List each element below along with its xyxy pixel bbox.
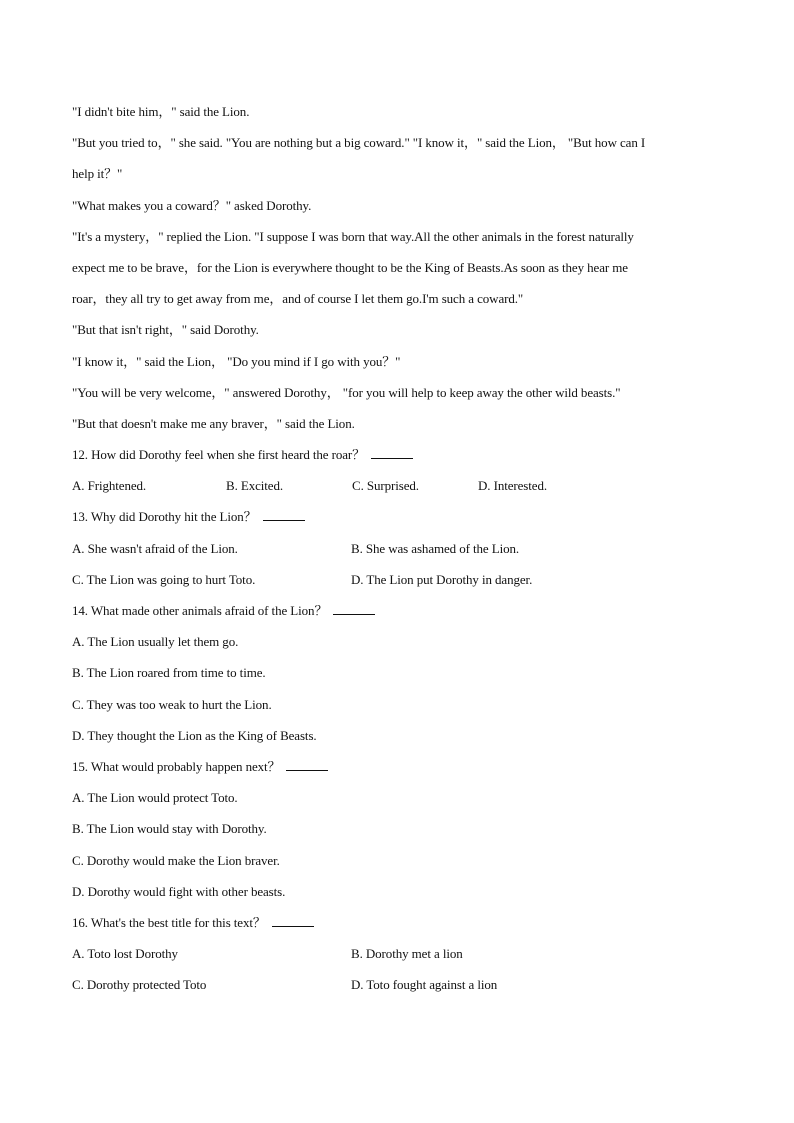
- passage-line: "What makes you a coward？" asked Dorothy.: [72, 197, 312, 213]
- question-14: [72, 601, 722, 757]
- question-16: [72, 913, 722, 1007]
- option-d[interactable]: D. Toto fought against a lion: [351, 977, 498, 993]
- answer-blank-15[interactable]: [286, 758, 328, 771]
- option-b[interactable]: B. The Lion would stay with Dorothy.: [72, 821, 267, 837]
- option-c[interactable]: C. Dorothy protected Toto: [72, 977, 207, 993]
- option-a[interactable]: A. The Lion usually let them go.: [72, 634, 239, 650]
- passage-line: "But that doesn't make me any braver，" said the Lion.: [72, 415, 355, 431]
- passage-line: "I know it，" said the Lion， "Do you mind if I go with you？": [72, 353, 401, 369]
- option-c[interactable]: C. The Lion was going to hurt Toto.: [72, 571, 256, 587]
- reading-passage: [72, 102, 722, 445]
- question-12: [72, 445, 722, 507]
- answer-blank-12[interactable]: [371, 446, 413, 459]
- question-13-stem: 13. Why did Dorothy hit the Lion？: [72, 509, 257, 525]
- option-d[interactable]: D. They thought the Lion as the King of Beasts.: [72, 727, 317, 743]
- answer-blank-13[interactable]: [263, 508, 305, 521]
- option-a[interactable]: A. Toto lost Dorothy: [72, 946, 178, 962]
- option-a[interactable]: A. The Lion would protect Toto.: [72, 790, 238, 806]
- option-b[interactable]: B. Excited.: [226, 478, 284, 494]
- passage-line: expect me to be brave，for the Lion is everywhere thought to be the King of Beasts.As soon as they hear me: [72, 259, 628, 275]
- worksheet-page: [72, 102, 722, 1006]
- option-a[interactable]: A. Frightened.: [72, 478, 147, 494]
- option-d[interactable]: D. The Lion put Dorothy in danger.: [351, 571, 533, 587]
- answer-blank-14[interactable]: [333, 602, 375, 615]
- option-b[interactable]: B. Dorothy met a lion: [351, 946, 463, 962]
- question-15: [72, 757, 722, 913]
- option-c[interactable]: C. Surprised.: [352, 478, 419, 494]
- question-15-stem: 15. What would probably happen next？: [72, 758, 281, 774]
- question-14-stem: 14. What made other animals afraid of the Lion？: [72, 603, 328, 618]
- passage-line: "You will be very welcome，" answered Dorothy， "for you will help to keep away the other wild beasts.": [72, 384, 621, 400]
- question-13: [72, 507, 722, 601]
- option-c[interactable]: C. They was too weak to hurt the Lion.: [72, 696, 272, 712]
- option-b[interactable]: B. She was ashamed of the Lion.: [351, 540, 520, 556]
- passage-line: "But that isn't right，" said Dorothy.: [72, 322, 259, 338]
- passage-line: "It's a mystery，" replied the Lion. "I suppose I was born that way.All the other animals in the forest naturally: [72, 228, 634, 244]
- option-d[interactable]: D. Interested.: [478, 478, 547, 494]
- answer-blank-16[interactable]: [272, 914, 314, 927]
- passage-line: roar，they all try to get away from me，and of course I let them go.I'm such a coward.": [72, 291, 524, 307]
- question-16-stem: 16. What's the best title for this text？: [72, 914, 266, 930]
- option-b[interactable]: B. The Lion roared from time to time.: [72, 665, 266, 681]
- passage-line: "I didn't bite him，" said the Lion.: [72, 104, 250, 119]
- passage-line: "But you tried to，" she said. "You are nothing but a big coward." "I know it，" said the Lion， "But how can I: [72, 135, 646, 151]
- passage-line: help it？": [72, 166, 123, 182]
- option-d[interactable]: D. Dorothy would fight with other beasts.: [72, 883, 286, 899]
- question-12-options: [72, 476, 722, 507]
- option-a[interactable]: A. She wasn't afraid of the Lion.: [72, 540, 238, 556]
- question-12-stem: 12. How did Dorothy feel when she first heard the roar？: [72, 447, 366, 463]
- option-c[interactable]: C. Dorothy would make the Lion braver.: [72, 852, 280, 868]
